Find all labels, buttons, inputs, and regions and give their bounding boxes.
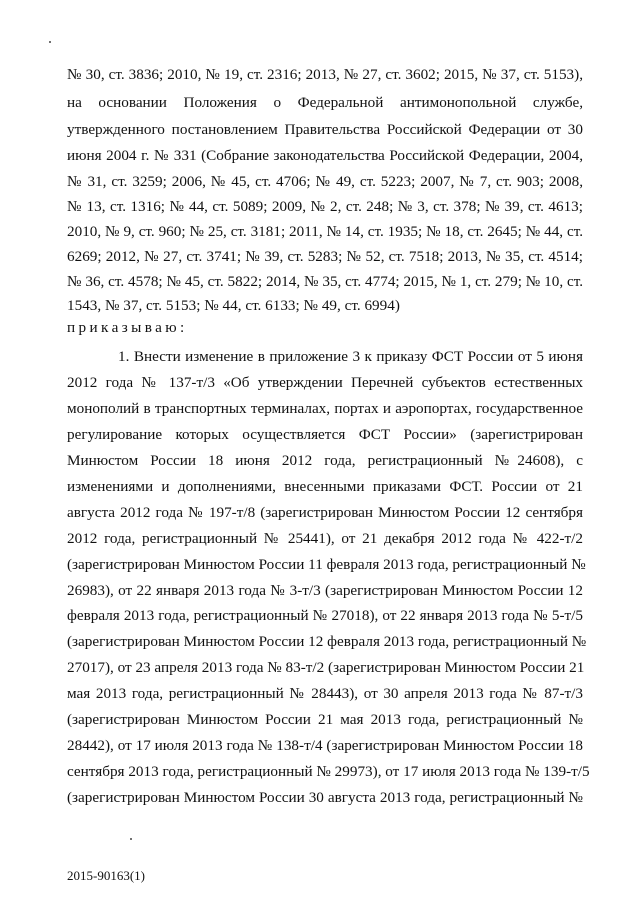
item-text-line: 28442), от 17 июля 2013 года № 138-т/4 (зарегистрирован Минюстом России 18 (67, 737, 583, 754)
order-word: приказываю: (67, 319, 188, 336)
item-text-line: 2012 года, регистрационный № 25441), от 21 декабря 2012 года № 422-т/2 (67, 530, 583, 547)
text-line: № 31, ст. 3259; 2006, № 45, ст. 4706; № 49, ст. 5223; 2007, № 7, ст. 903; 2008, (67, 173, 583, 190)
text-line: июня 2004 г. № 331 (Собрание законодательства Российской Федерации, 2004, (67, 147, 583, 164)
text-line: № 30, ст. 3836; 2010, № 19, ст. 2316; 2013, № 27, ст. 3602; 2015, № 37, ст. 5153), (67, 66, 583, 83)
item-text-line: мая 2013 года, регистрационный № 28443), от 30 апреля 2013 года № 87-т/3 (67, 685, 583, 702)
text-line: 1543, № 37, ст. 5153; № 44, ст. 6133; № 49, ст. 6994) (67, 297, 400, 314)
item-text-line: 2012 года № 137-т/3 «Об утверждении Перечней субъектов естественных (67, 374, 583, 391)
item-text-line: Минюстом России 18 июня 2012 года, регистрационный №24608), с (67, 452, 583, 469)
scan-speck (130, 838, 132, 840)
item-text-line: (зарегистрирован Минюстом России 12 февраля 2013 года, регистрационный № (67, 633, 587, 650)
item-text-line: монополий в транспортных терминалах, портах и аэропортах, государственное (67, 400, 583, 417)
item-text-line: 26983), от 22 января 2013 года № 3-т/3 (зарегистрирован Минюстом России 12 (67, 582, 583, 599)
item-text-line: сентября 2013 года, регистрационный № 29973), от 17 июля 2013 года № 139-т/5 (67, 763, 590, 780)
text-line: утвержденного постановлением Правительства Российской Федерации от 30 (67, 121, 583, 138)
text-line: № 13, ст. 1316; № 44, ст. 5089; 2009, № 2, ст. 248; № 3, ст. 378; № 39, ст. 4613; (67, 198, 583, 215)
text-line: 6269; 2012, № 27, ст. 3741; № 39, ст. 5283; № 52, ст. 7518; 2013, № 35, ст. 4514; (67, 248, 583, 265)
item-text-line: февраля 2013 года, регистрационный № 27018), от 22 января 2013 года № 5-т/5 (67, 607, 583, 624)
text-line: на основании Положения о Федеральной антимонопольной службе, (67, 94, 583, 111)
item-text-line: 1. Внести изменение в приложение 3 к приказу ФСТ России от 5 июня (118, 348, 583, 365)
item-text-line: августа 2012 года № 197-т/8 (зарегистрирован Минюстом России 12 сентября (67, 504, 583, 521)
document-code: 2015-90163(1) (67, 868, 145, 883)
item-text-line: (зарегистрирован Минюстом России 21 мая 2013 года, регистрационный № (67, 711, 583, 728)
text-line: 2010, № 9, ст. 960; № 25, ст. 3181; 2011, № 14, ст. 1935; № 18, ст. 2645; № 44, ст. (67, 223, 583, 240)
scan-speck (49, 41, 51, 43)
item-text-line: регулирование которых осуществляется ФСТ России» (зарегистрирован (67, 426, 583, 443)
item-text-line: 27017), от 23 апреля 2013 года № 83-т/2 (зарегистрирован Минюстом России 21 (67, 659, 585, 676)
item-text-line: (зарегистрирован Минюстом России 11 февраля 2013 года, регистрационный № (67, 556, 586, 573)
item-text-line: изменениями и дополнениями, внесенными приказами ФСТ. России от 21 (67, 478, 583, 495)
item-text-line: (зарегистрирован Минюстом России 30 августа 2013 года, регистрационный № (67, 789, 583, 806)
text-line: № 36, ст. 4578; № 45, ст. 5822; 2014, № 35, ст. 4774; 2015, № 1, ст. 279; № 10, ст. (67, 273, 583, 290)
